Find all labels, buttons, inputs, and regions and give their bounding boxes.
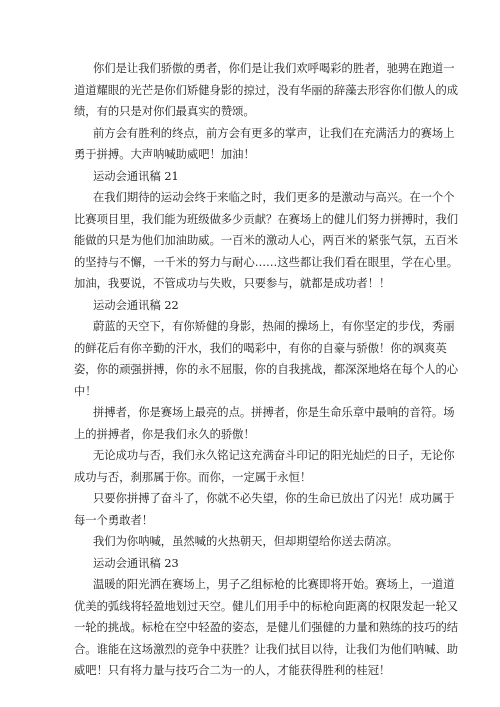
text-line: 只要你拼搏了奋斗了，你就不必失望，你的生命已放出了闪光！成功属于 xyxy=(93,492,455,505)
text-line: 在我们期待的运动会终于来临之时，我们更多的是激动与高兴。在一个个 xyxy=(93,191,455,204)
text-line: 我们为你呐喊，虽然喊的火热朝天，但却期望给你送去荫凉。 xyxy=(93,535,399,548)
text-line: 拼搏者，你是赛场上最亮的点。拼搏者，你是生命乐章中最响的音符。场 xyxy=(93,406,455,419)
text-line: 威吧！只有将力量与技巧合二为一的人，才能获得胜利的桂冠！ xyxy=(74,664,391,677)
section-heading-22: 运动会通讯稿 22 xyxy=(93,298,179,312)
paragraph-2 xyxy=(74,123,455,166)
text-line: 上的拼搏者，你是我们永久的骄傲！ xyxy=(74,427,255,441)
section-heading-21: 运动会通讯稿 21 xyxy=(93,169,179,183)
text-line: 蔚蓝的天空下，有你矫健的身影，热闹的操场上，有你坚定的步伐，秀丽 xyxy=(93,320,455,333)
text-line: 成功与否，刹那属于你。而你，一定属于永恒！ xyxy=(74,470,312,484)
paragraph-7 xyxy=(74,488,455,531)
text-line: 每一个勇敢者！ xyxy=(74,513,154,527)
text-line: 无论成功与否，我们永久铭记这充满奋斗印记的阳光灿烂的日子，无论你 xyxy=(93,449,455,462)
text-line: 中！ xyxy=(74,384,97,398)
section-heading-23: 运动会通讯稿 23 xyxy=(93,556,179,570)
text-line: 比赛项目里，我们能为班级做多少贡献？在赛场上的健儿们努力拼搏时，我们 xyxy=(74,212,459,226)
paragraph-6 xyxy=(74,445,455,488)
text-line: 合。谁能在这场激烈的竞争中获胜？让我们拭目以待，让我们为他们呐喊、助 xyxy=(74,642,459,656)
paragraph-1 xyxy=(74,58,459,123)
text-line: 优美的弧线将轻盈地划过天空。健儿们用手中的标枪向距离的权限发起一轮又 xyxy=(74,599,459,613)
text-line: 一轮的挑战。标枪在空中轻盈的姿态，是健儿们强健的力量和熟练的技巧的结 xyxy=(74,621,459,634)
paragraph-3 xyxy=(74,187,459,295)
text-line: 加油，我要说，不管成功与失败，只要参与，就都是成功者！！ xyxy=(74,277,391,290)
paragraph-5 xyxy=(74,402,455,445)
text-line: 道道耀眼的光芒是你们矫健身影的掠过，没有华丽的辞藻去形容你们傲人的成 xyxy=(74,83,459,97)
text-line: 能做的只是为他们加油助威。一百米的激动人心，两百米的紧张气氛，五百米 xyxy=(74,234,459,247)
text-line: 勇于拼搏。大声呐喊助威吧！加油！ xyxy=(74,148,255,161)
paragraph-9 xyxy=(74,574,459,682)
text-line: 你们是让我们骄傲的勇者，你们是让我们欢呼喝彩的胜者，驰骋在跑道一 xyxy=(93,62,455,75)
text-line: 前方会有胜利的终点，前方会有更多的掌声，让我们在充满活力的赛场上 xyxy=(93,126,455,140)
text-line: 温暖的阳光洒在赛场上，男子乙组标枪的比赛即将开始。赛场上，一道道 xyxy=(93,578,455,591)
text-line: 的坚持与不懈，一千米的努力与耐心……这些都让我们看在眼里，学在心里。 xyxy=(74,255,459,269)
paragraph-4 xyxy=(74,316,459,402)
text-line: 绩，有的只是对你们最真实的赞颂。 xyxy=(74,105,255,118)
text-line: 姿，你的顽强拼搏，你的永不屈服，你的自我挑战，都深深地烙在每个人的心 xyxy=(74,363,459,376)
text-line: 的鲜花后有你辛勤的汗水，我们的喝彩中，有你的自豪与骄傲！你的飒爽英 xyxy=(74,341,447,355)
paragraph-8 xyxy=(93,531,428,553)
